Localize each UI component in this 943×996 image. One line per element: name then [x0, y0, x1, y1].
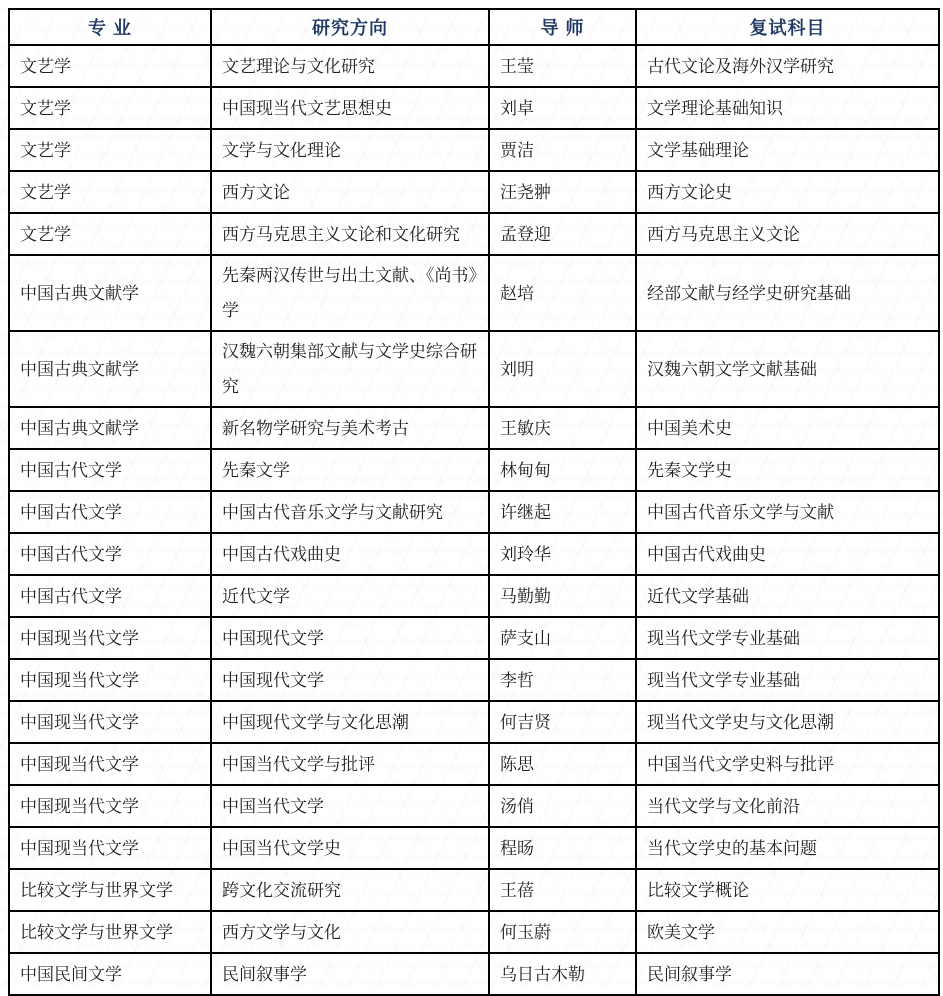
cell-subject: 西方文论史	[636, 171, 939, 213]
table-header	[9, 9, 939, 45]
cell-advisor: 王莹	[489, 45, 636, 87]
cell-major: 中国古典文献学	[9, 255, 211, 331]
table-row	[9, 785, 939, 827]
cell-subject: 中国古代戏曲史	[636, 533, 939, 575]
cell-subject: 现当代文学史与文化思潮	[636, 701, 939, 743]
cell-advisor: 陈思	[489, 743, 636, 785]
cell-subject: 中国古代音乐文学与文献	[636, 491, 939, 533]
cell-major: 文艺学	[9, 213, 211, 255]
cell-major: 文艺学	[9, 171, 211, 213]
cell-direction: 汉魏六朝集部文献与文学史综合研究	[211, 331, 489, 407]
table-row	[9, 171, 939, 213]
page	[0, 8, 943, 986]
cell-direction: 中国当代文学与批评	[211, 743, 489, 785]
cell-advisor: 程旸	[489, 827, 636, 869]
cell-subject: 当代文学与文化前沿	[636, 785, 939, 827]
cell-subject: 现当代文学专业基础	[636, 617, 939, 659]
cell-major: 中国古代文学	[9, 533, 211, 575]
table-row	[9, 953, 939, 995]
cell-direction: 西方文论	[211, 171, 489, 213]
table-row	[9, 575, 939, 617]
cell-subject: 先秦文学史	[636, 449, 939, 491]
table-row	[9, 743, 939, 785]
cell-major: 中国古代文学	[9, 575, 211, 617]
cell-major: 文艺学	[9, 45, 211, 87]
cell-advisor: 刘明	[489, 331, 636, 407]
admissions-roster-table	[8, 8, 940, 996]
table-row	[9, 45, 939, 87]
cell-direction: 民间叙事学	[211, 953, 489, 995]
cell-advisor: 马勤勤	[489, 575, 636, 617]
cell-advisor: 王蓓	[489, 869, 636, 911]
cell-direction: 文学与文化理论	[211, 129, 489, 171]
cell-advisor: 王敏庆	[489, 407, 636, 449]
cell-major: 文艺学	[9, 87, 211, 129]
cell-subject: 近代文学基础	[636, 575, 939, 617]
cell-subject: 欧美文学	[636, 911, 939, 953]
cell-advisor: 汪尧翀	[489, 171, 636, 213]
header-row	[9, 9, 939, 45]
cell-direction: 文艺理论与文化研究	[211, 45, 489, 87]
cell-advisor: 赵培	[489, 255, 636, 331]
cell-advisor: 贾洁	[489, 129, 636, 171]
table-row	[9, 331, 939, 407]
cell-advisor: 萨支山	[489, 617, 636, 659]
cell-subject: 当代文学史的基本问题	[636, 827, 939, 869]
cell-subject: 民间叙事学	[636, 953, 939, 995]
cell-direction: 西方文学与文化	[211, 911, 489, 953]
cell-advisor: 乌日古木勒	[489, 953, 636, 995]
cell-direction: 中国现代文学	[211, 659, 489, 701]
cell-advisor: 何吉贤	[489, 701, 636, 743]
cell-advisor: 刘卓	[489, 87, 636, 129]
cell-direction: 近代文学	[211, 575, 489, 617]
cell-major: 中国古典文献学	[9, 331, 211, 407]
cell-major: 中国现当代文学	[9, 659, 211, 701]
cell-subject: 汉魏六朝文学文献基础	[636, 331, 939, 407]
cell-subject: 中国美术史	[636, 407, 939, 449]
cell-direction: 中国古代戏曲史	[211, 533, 489, 575]
header-cell-direction: 研究方向	[211, 9, 489, 45]
cell-direction: 中国现当代文艺思想史	[211, 87, 489, 129]
cell-major: 中国现当代文学	[9, 617, 211, 659]
cell-direction: 新名物学研究与美术考古	[211, 407, 489, 449]
table-row	[9, 491, 939, 533]
cell-major: 中国民间文学	[9, 953, 211, 995]
table-row	[9, 827, 939, 869]
cell-major: 比较文学与世界文学	[9, 911, 211, 953]
cell-major: 中国现当代文学	[9, 701, 211, 743]
cell-advisor: 孟登迎	[489, 213, 636, 255]
cell-major: 中国古代文学	[9, 491, 211, 533]
cell-advisor: 汤俏	[489, 785, 636, 827]
cell-advisor: 许继起	[489, 491, 636, 533]
table-row	[9, 407, 939, 449]
cell-direction: 跨文化交流研究	[211, 869, 489, 911]
cell-major: 比较文学与世界文学	[9, 869, 211, 911]
cell-direction: 中国古代音乐文学与文献研究	[211, 491, 489, 533]
cell-subject: 文学理论基础知识	[636, 87, 939, 129]
cell-direction: 西方马克思主义文论和文化研究	[211, 213, 489, 255]
table-row	[9, 659, 939, 701]
cell-major: 中国古典文献学	[9, 407, 211, 449]
header-cell-subject: 复试科目	[636, 9, 939, 45]
cell-direction: 中国现代文学与文化思潮	[211, 701, 489, 743]
cell-major: 文艺学	[9, 129, 211, 171]
cell-direction: 先秦文学	[211, 449, 489, 491]
cell-major: 中国现当代文学	[9, 827, 211, 869]
cell-subject: 现当代文学专业基础	[636, 659, 939, 701]
table-row	[9, 533, 939, 575]
cell-subject: 文学基础理论	[636, 129, 939, 171]
header-cell-advisor: 导 师	[489, 9, 636, 45]
cell-major: 中国现当代文学	[9, 785, 211, 827]
cell-direction: 中国当代文学史	[211, 827, 489, 869]
table-row	[9, 213, 939, 255]
cell-advisor: 林甸甸	[489, 449, 636, 491]
cell-subject: 西方马克思主义文论	[636, 213, 939, 255]
cell-direction: 中国当代文学	[211, 785, 489, 827]
cell-direction: 中国现代文学	[211, 617, 489, 659]
table-row	[9, 255, 939, 331]
cell-advisor: 李哲	[489, 659, 636, 701]
cell-advisor: 刘玲华	[489, 533, 636, 575]
table-row	[9, 617, 939, 659]
table-row	[9, 911, 939, 953]
table-row	[9, 87, 939, 129]
table-row	[9, 869, 939, 911]
cell-major: 中国现当代文学	[9, 743, 211, 785]
cell-major: 中国古代文学	[9, 449, 211, 491]
cell-subject: 古代文论及海外汉学研究	[636, 45, 939, 87]
table-row	[9, 129, 939, 171]
cell-subject: 中国当代文学史料与批评	[636, 743, 939, 785]
cell-advisor: 何玉蔚	[489, 911, 636, 953]
table-row	[9, 701, 939, 743]
table-body	[9, 45, 939, 995]
header-cell-major: 专 业	[9, 9, 211, 45]
cell-subject: 比较文学概论	[636, 869, 939, 911]
cell-subject: 经部文献与经学史研究基础	[636, 255, 939, 331]
table-row	[9, 449, 939, 491]
cell-direction: 先秦两汉传世与出土文献、《尚书》学	[211, 255, 489, 331]
